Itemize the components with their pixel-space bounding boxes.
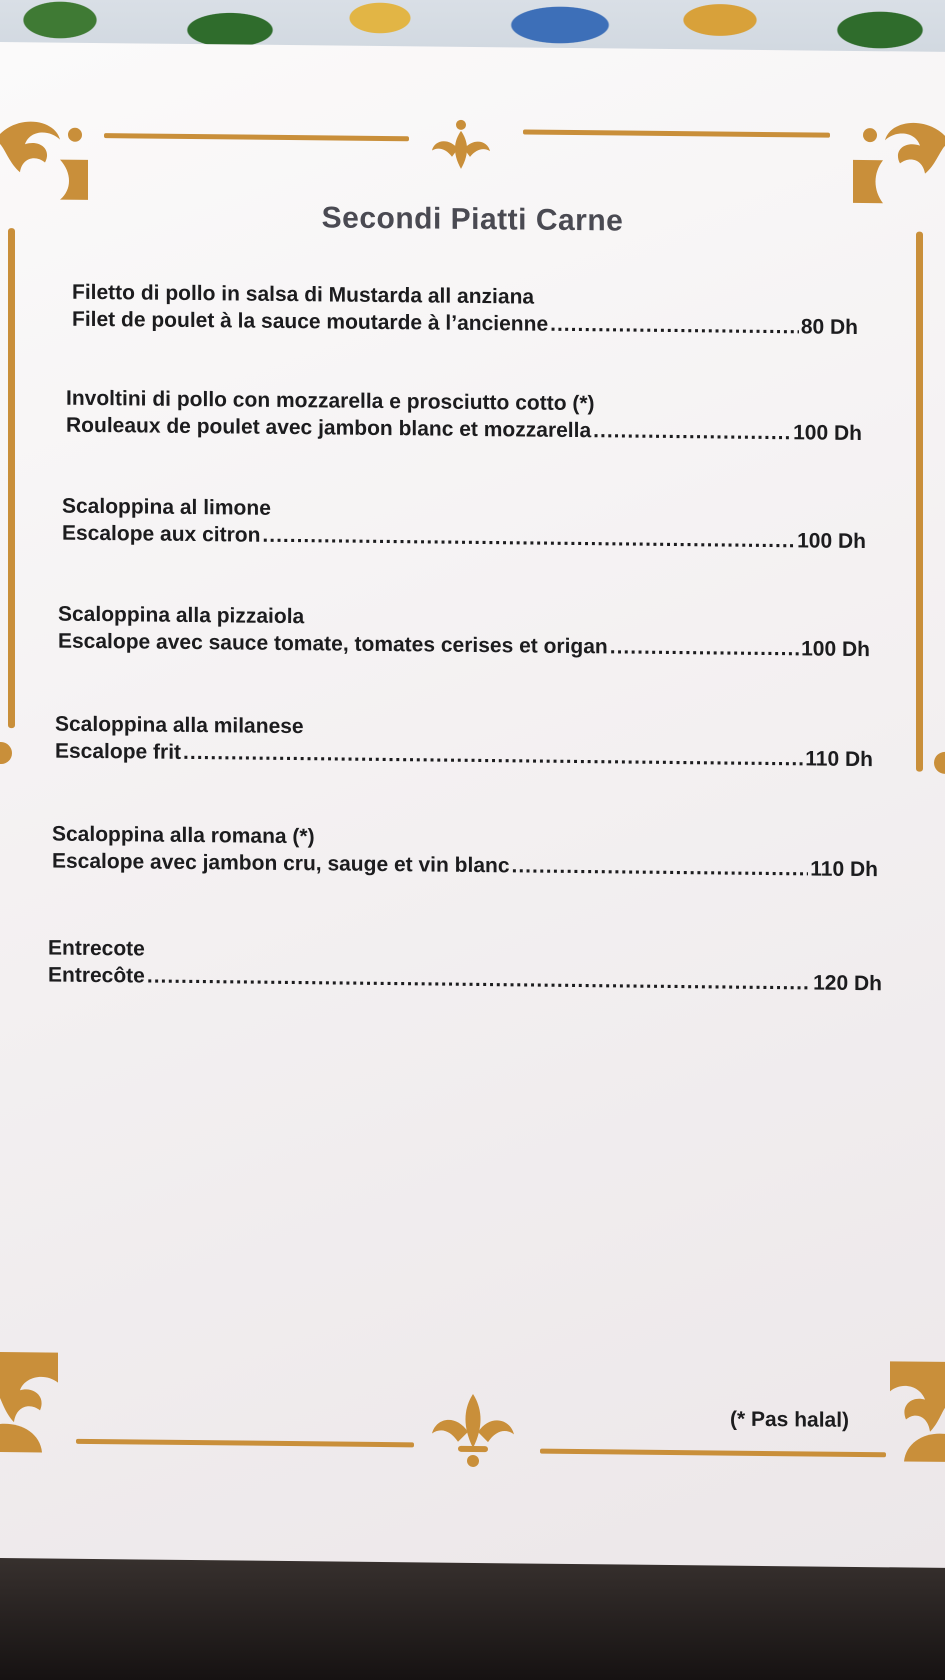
menu-item [52, 821, 878, 884]
menu-item-price: 100 Dh [801, 637, 870, 662]
corner-scroll-ornament-icon [0, 114, 95, 205]
menu-item-price: 100 Dh [793, 421, 862, 446]
menu-item-italian: Scaloppina al limone [62, 494, 271, 520]
leader-dots [610, 633, 799, 662]
menu-item-italian: Filetto di pollo in salsa di Mustarda all anziana [72, 280, 535, 309]
page-title: Secondi Piatti Carne [321, 201, 624, 238]
menu-item [66, 385, 862, 447]
bottom-rule-left [76, 1439, 414, 1448]
leader-dots [262, 522, 795, 555]
corner-scroll-ornament-icon [888, 1351, 945, 1464]
menu-item-price: 100 Dh [797, 529, 866, 554]
halal-footnote: (* Pas halal) [730, 1407, 850, 1432]
top-rule-right [523, 129, 830, 137]
menu-item-price: 110 Dh [805, 747, 873, 772]
right-border-line [916, 232, 923, 772]
fleur-de-lis-ornament-icon [428, 1391, 518, 1468]
menu-item-french: Escalope avec jambon cru, sauge et vin blanc [52, 849, 510, 878]
menu-item-italian: Entrecote [48, 936, 145, 961]
menu-item [48, 935, 882, 998]
menu-item-italian: Scaloppina alla milanese [55, 712, 304, 739]
menu-item-italian: Scaloppina alla pizzaiola [58, 602, 305, 629]
bottom-rule-right [540, 1449, 886, 1458]
menu-item-price: 120 Dh [813, 971, 882, 996]
menu-sheet [0, 42, 945, 1568]
leader-dots [147, 963, 811, 997]
menu-item-french: Entrecôte [48, 963, 145, 988]
left-border-line [8, 228, 15, 728]
leader-dots [183, 739, 803, 772]
menu-item-price: 80 Dh [800, 315, 858, 339]
menu-item-french: Filet de poulet à la sauce moutarde à l’ancienne [72, 307, 549, 336]
top-rule-left [104, 133, 409, 141]
fleur-de-lis-ornament-icon [428, 118, 494, 177]
menu-item [58, 601, 870, 664]
menu-item-price: 110 Dh [810, 857, 878, 882]
menu-item-french: Escalope frit [55, 739, 182, 764]
menu-item [55, 711, 873, 774]
menu-item [62, 493, 866, 555]
corner-scroll-ornament-icon [848, 113, 945, 214]
leader-dots [550, 311, 799, 341]
menu-item-italian: Involtini di pollo con mozzarella e prosciutto cotto (*) [66, 386, 595, 416]
menu-item-french: Escalope aux citron [62, 521, 261, 547]
leader-dots [512, 852, 809, 882]
menu-item [72, 279, 858, 341]
leader-dots [593, 417, 791, 446]
right-side-dot [934, 752, 945, 774]
left-side-dot [0, 742, 12, 764]
menu-item-french: Escalope avec sauce tomate, tomates cerises et origan [58, 629, 608, 659]
menu-item-french: Rouleaux de poulet avec jambon blanc et mozzarella [66, 413, 592, 443]
menu-item-italian: Scaloppina alla romana (*) [52, 822, 315, 849]
corner-scroll-ornament-icon [0, 1342, 62, 1455]
